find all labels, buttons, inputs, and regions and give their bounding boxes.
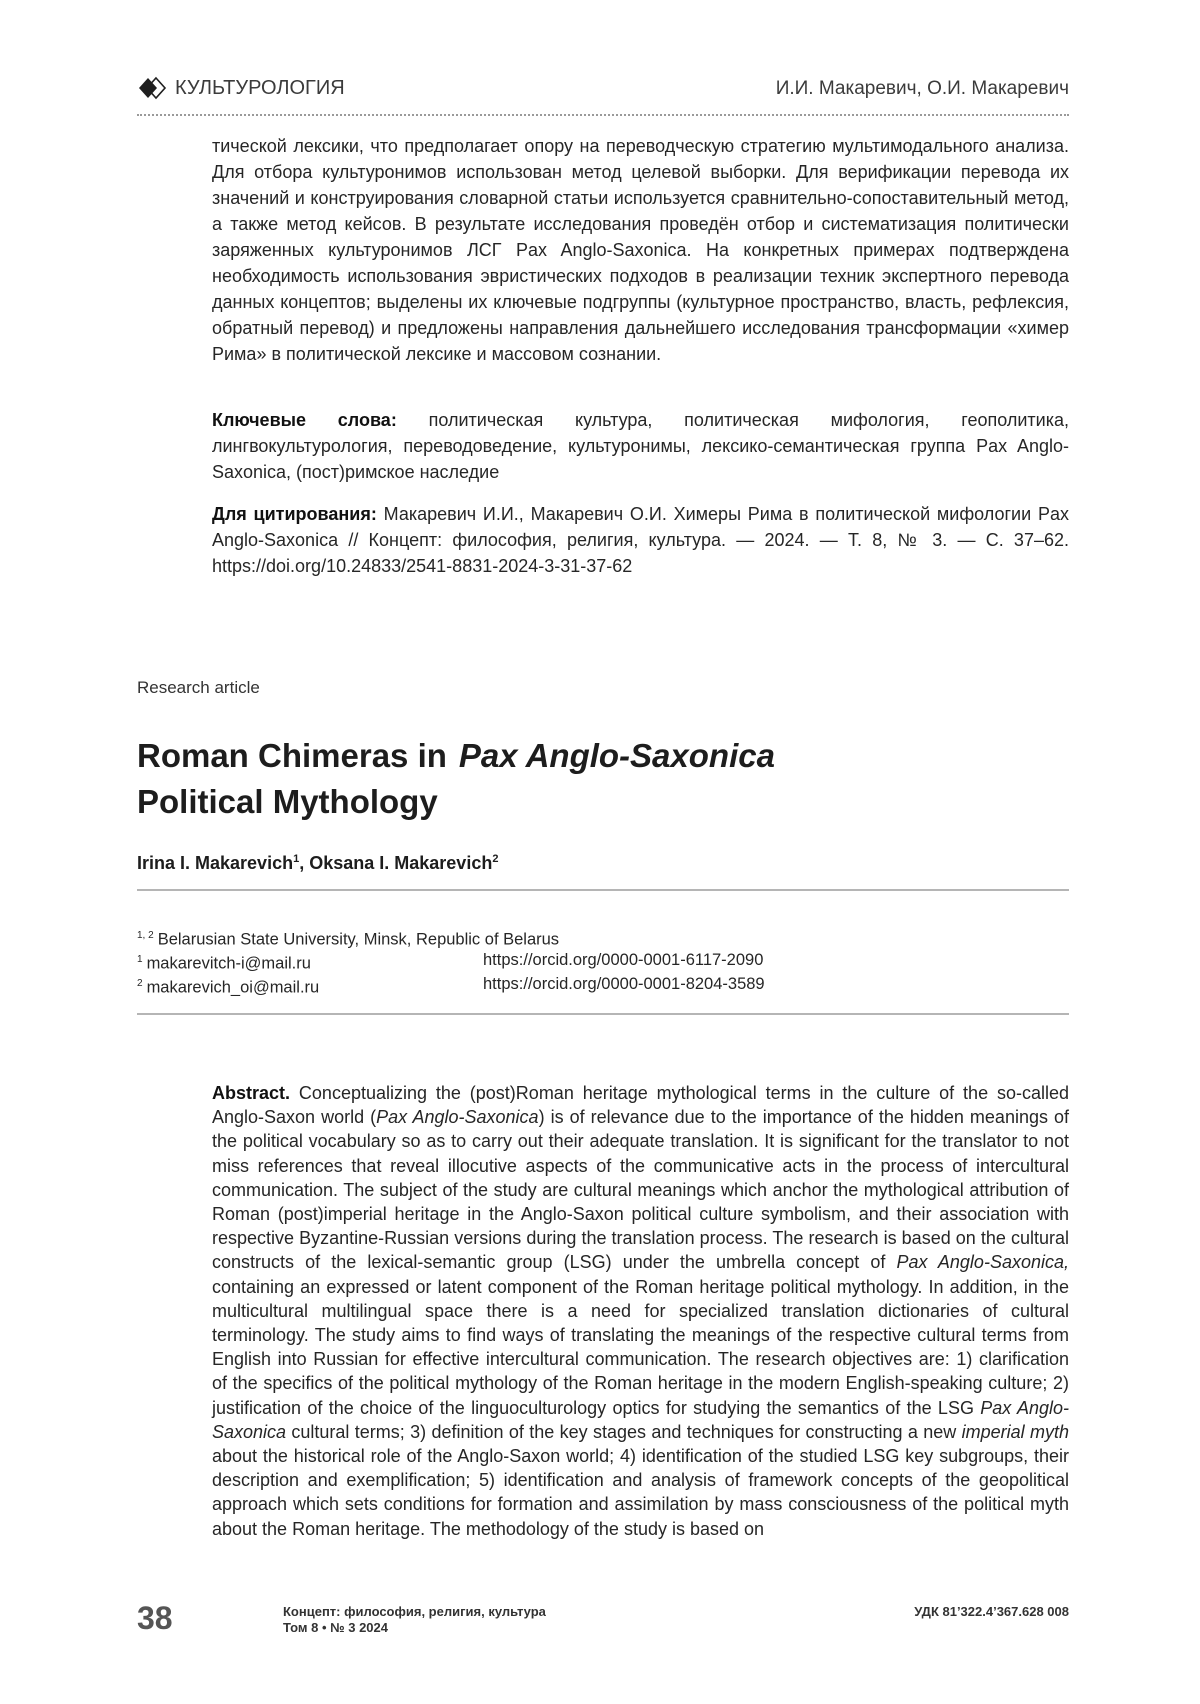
journal-name: Концепт: философия, религия, культура [283, 1604, 546, 1619]
university: Belarusian State University, Minsk, Republic of Belarus [157, 930, 560, 949]
contact-row-2 [137, 972, 1069, 996]
running-header [137, 72, 1069, 102]
author-2: Oksana I. Makarevich [309, 853, 493, 873]
divider-bottom [137, 1013, 1069, 1015]
abstract-text-2: ) is of relevance due to the importance of the hidden meanings of the political vocabulary so as to carry out their adequate translation. It is significant for the translator to not miss references that reveal illocutive aspects of the communicative acts in the process of intercultural communication. The subject of the study are cultural meanings which anchor the mythological attribution of Roman (post)imperial heritage in the Anglo-Saxon political culture symbolism, and their association with respective Byzantine-Russian versions during the translation process. The research is based on the cultural constructs of the lexical-semantic group (LSG) under the umbrella concept of [212, 1107, 1069, 1273]
journal-volume: Том 8 • № 3 2024 [283, 1620, 388, 1635]
abstract-italic-4: imperial myth [961, 1421, 1069, 1442]
citation-text: Макаревич И.И., Макаревич О.И. Химеры Рима в политической мифологии Pax Anglo-Saxonica // Концепт: философия, религия, культура. — 2024. — Т. 8, № 3. — С. 37–62. https://doi.org/10.24833/2541-8831-2024-3-31-37-62 [212, 504, 1069, 576]
abstract-text-4: cultural terms; 3) definition of the key stages and techniques for constructing a new [286, 1421, 962, 1442]
citation-label: Для цитирования: [212, 504, 377, 524]
section-title: КУЛЬТУРОЛОГИЯ [175, 76, 345, 99]
abstract-italic-3: Pax Anglo-Saxonica [212, 1397, 1069, 1442]
author-1: Irina I. Makarevich [137, 853, 294, 873]
email-1[interactable]: makarevitch-i@mail.ru [146, 954, 311, 973]
russian-keywords [212, 407, 1069, 485]
keywords-label: Ключевые слова: [212, 410, 397, 430]
contact-row-1 [137, 948, 1069, 972]
page-number: 38 [137, 1600, 173, 1636]
email-2[interactable]: makarevich_oi@mail.ru [146, 978, 320, 997]
title-part2: Political Mythology [137, 783, 438, 820]
page-footer [137, 1600, 1069, 1640]
title-italic: Pax Anglo-Saxonica [458, 737, 775, 774]
section-label [137, 76, 345, 100]
russian-citation [212, 501, 1069, 579]
abstract-italic-2: Pax Anglo-Saxonica, [896, 1252, 1069, 1273]
abstract-text-3: containing an expressed or latent component of the Roman heritage political mythology. In addition, in the multicultural multilingual space there is a need for specialized translation dictionaries of cultural terminology. The study aims to find ways of translating the meanings of the respective cultural terms from English into Russian for effective intercultural communication. The research objectives are: 1) clarification of the specifics of the political mythology of the Roman heritage in the modern English-speaking culture; 2) justification of the choice of the linguoculturology optics for studying the semantics of the LSG [212, 1276, 1069, 1418]
article-type: Research article [137, 678, 260, 697]
contact-1-sup: 1 [137, 954, 143, 965]
abstract-label: Abstract. [212, 1083, 291, 1103]
affiliation-row [137, 924, 1069, 948]
divider-top [137, 889, 1069, 891]
author-separator: , [299, 853, 310, 873]
article-authors [137, 853, 498, 874]
keywords-text: политическая культура, политическая мифология, геополитика, лингвокультурология, переводоведение, культуронимы, лексико-семантическая группа Pax Anglo-Saxonica, (пост)римское наследие [212, 410, 1069, 482]
abstract-text-1: Conceptualizing the (post)Roman heritage mythological terms in the culture of the so-called Anglo-Saxon world ( [212, 1083, 1069, 1128]
english-abstract [212, 1081, 1069, 1541]
author-1-sup: 1 [293, 853, 300, 865]
russian-abstract-text: тической лексики, что предполагает опору на переводческую стратегию мультимодального анализа. Для отбора культуронимов использован метод целевой выборки. Для верификации перевода их значений и конструирования словарной статьи используется сравнительно-сопоставительный метод, а также метод кейсов. В результате исследования проведён отбор и систематизация политически заряженных культуронимов ЛСГ Pax Anglo-Saxonica. На конкретных примерах подтверждена необходимость использования эвристических подходов в реализации техник экспертного перевода данных концептов; выделены их ключевые подгруппы (культурное пространство, власть, рефлексия, обратный перевод) и предложены направления дальнейшего исследования трансформации «химер Рима» в политической лексике и массовом сознании. [212, 136, 1069, 364]
abstract-italic-1: Pax Anglo-Saxonica [376, 1107, 539, 1128]
title-part1: Roman Chimeras in [137, 737, 447, 774]
affiliations [137, 924, 1069, 996]
diamond-logo-icon [137, 76, 167, 100]
abstract-text-5: about the historical role of the Anglo-Saxon world; 4) identification of the studied LSG key subgroups, their description and exemplification; 5) identification and analysis of framework concepts of the geopolitical approach which sets conditions for formation and assimilation by mass consciousness of the political myth about the Roman heritage. The methodology of the study is based on [212, 1446, 1069, 1539]
contact-2-sup: 2 [137, 978, 143, 989]
orcid-2[interactable]: https://orcid.org/0000-0001-8204-3589 [483, 975, 765, 993]
journal-info [283, 1604, 546, 1636]
article-title [137, 733, 1037, 825]
orcid-1[interactable]: https://orcid.org/0000-0001-6117-2090 [483, 951, 764, 969]
header-authors: И.И. Макаревич, О.И. Макаревич [775, 78, 1069, 99]
affiliation-sup: 1, 2 [137, 930, 154, 941]
header-divider [137, 114, 1069, 116]
author-2-sup: 2 [492, 853, 499, 865]
udk-code: УДК 81’322.4’367.628 008 [914, 1604, 1069, 1619]
russian-abstract-tail [212, 133, 1069, 367]
